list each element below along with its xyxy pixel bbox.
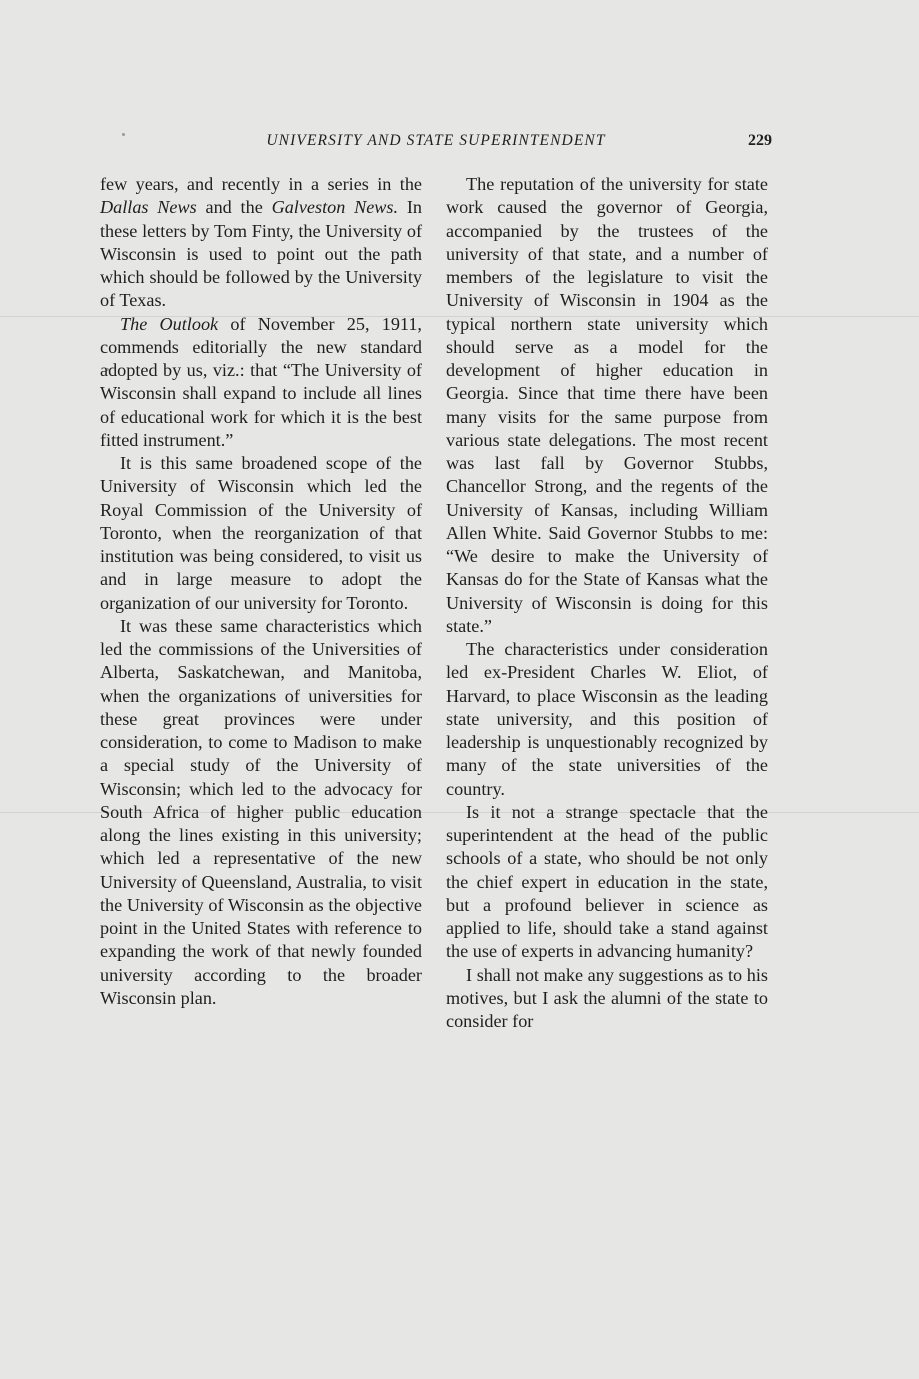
paragraph-text: and the: [196, 197, 272, 218]
paragraph: It was these same characteristics which led the commissions of the Universities of Alberta, Saskatchewan, and Manitoba, when the organizations of universities for these great provinces were under consideration, to come to Madison to make a special study of the University of Wisconsin; which led to the advocacy for South Africa of higher public education along the lines existing in this university; which led a representative of the new University of Queensland, Australia, to visit the University of Wisconsin as the objective point in the United States with reference to expanding the work of that newly founded university according to the broader Wisconsin plan.: [100, 615, 422, 1008]
left-column: [100, 173, 422, 1010]
paragraph: It is this same broadened scope of the University of Wisconsin which led the Royal Commission of the University of Toronto, when the reorganization of that institution was being considered, to visit us and in large measure to adopt the organization of our university for Toronto.: [100, 453, 422, 613]
right-column: [446, 173, 768, 1033]
paragraph-text: In these letters by Tom Finty, the University of Wisconsin is used to point out the path which should be followed by the University of Texas.: [100, 197, 422, 311]
newspaper-title: Dallas News: [100, 197, 197, 218]
paragraph: I shall not make any suggestions as to his motives, but I ask the alumni of the state to consider for: [446, 964, 768, 1031]
paragraph: The reputation of the university for state work caused the governor of Georgia, accompanied by the trustees of the university of that state, and a number of members of the legislature to visit the University of Wisconsin in 1904 as the typical northern state university which should serve as a model for the development of higher education in Georgia. Since that time there have been many visits for the same purpose from various state delegations. The most recent was last fall by Governor Stubbs, Chancellor Strong, and the regents of the University of Kansas, including William Allen White. Said Governor Stubbs to me: “We desire to make the University of Kansas do for the State of Kansas what the University of Wisconsin is doing for this state.”: [446, 174, 768, 636]
newspaper-title: Galveston News.: [271, 197, 399, 218]
paragraph-text: of November 25, 1911, commends editorially the new standard adopted by us, viz.: that “The University of Wisconsin shall expand to include all lines of educational work for which it is the best fitted instrument.”: [100, 313, 422, 450]
running-title: UNIVERSITY AND STATE SUPERINTENDENT: [266, 132, 606, 149]
page-number: 229: [748, 132, 772, 149]
magazine-title: The Outlook: [120, 313, 219, 334]
paragraph: The characteristics under consideration led ex-President Charles W. Eliot, of Harvard, to place Wisconsin as the leading state university, and this position of leadership is unquestionably recognized by many of the state universities of the country.: [446, 639, 768, 799]
paragraph: [100, 173, 422, 313]
paragraph: Is it not a strange spectacle that the superintendent at the head of the public schools of a state, who should be not only the chief expert in education in the state, but a profound believer in science as applied to life, should take a stand against the use of experts in advancing humanity?: [446, 801, 768, 962]
running-head: [100, 130, 772, 152]
paragraph-text: few years, and recently in a series in the: [100, 174, 422, 194]
paragraph: [100, 313, 422, 453]
